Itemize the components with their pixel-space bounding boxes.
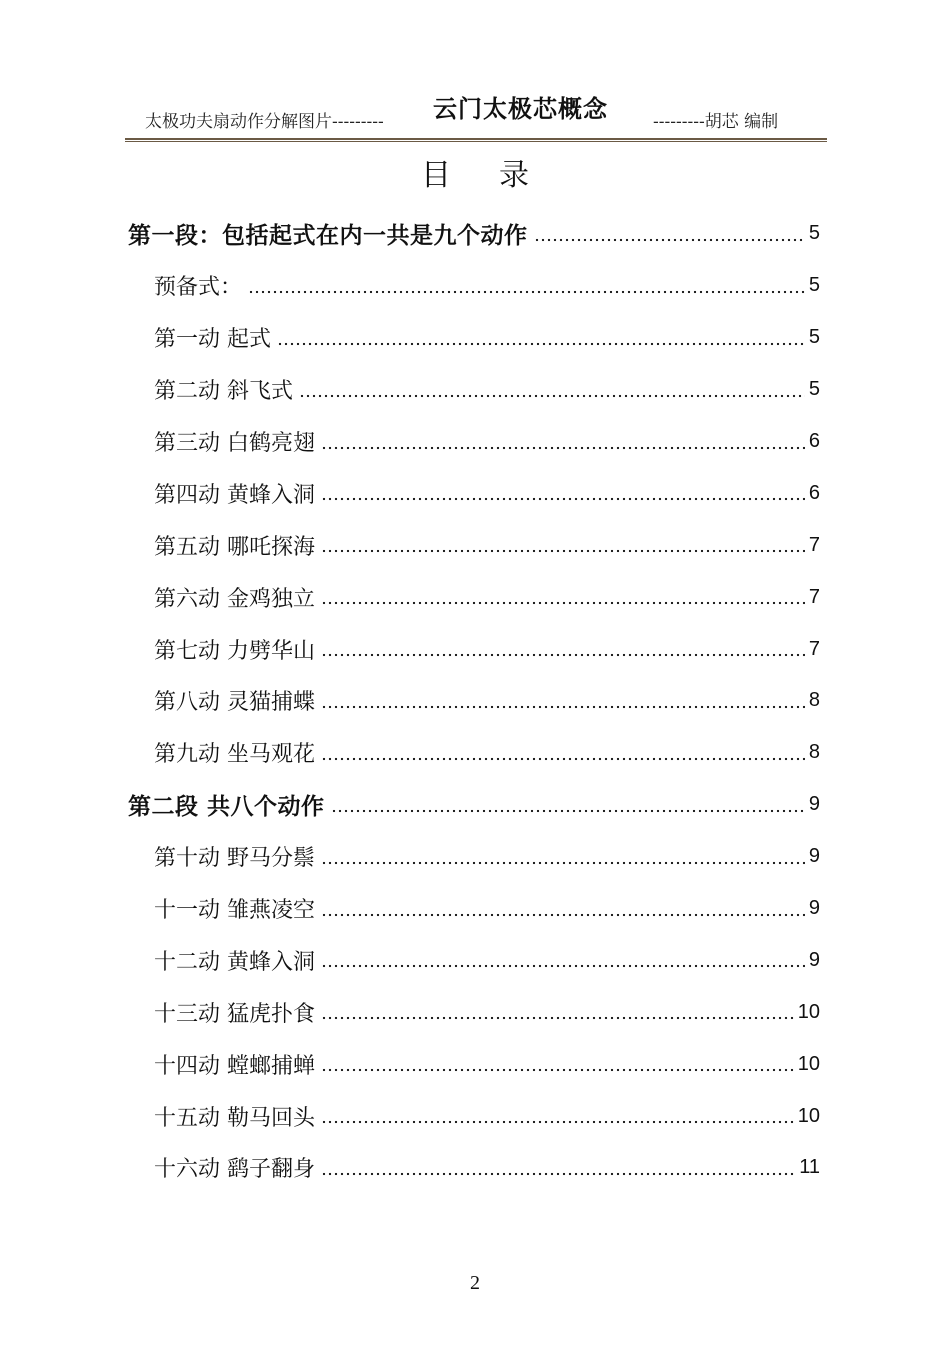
toc-entry-page: 7 [808, 637, 820, 660]
toc-entry-page: 7 [808, 533, 820, 556]
page-number: 2 [470, 1272, 480, 1294]
toc-entry-page: 6 [808, 481, 820, 504]
toc-dot-leader [299, 379, 805, 401]
toc-dot-leader [321, 586, 805, 608]
toc-section-entry[interactable] [128, 208, 820, 260]
toc-entry-page: 5 [808, 222, 820, 245]
toc-entry-label: 第一动 起式 [154, 322, 275, 353]
table-of-contents [128, 208, 820, 1194]
toc-entry-page: 5 [808, 274, 820, 297]
toc-entry-label: 第二动 斜飞式 [154, 374, 297, 405]
toc-dot-leader [321, 898, 805, 920]
toc-item-entry[interactable] [128, 1038, 820, 1090]
toc-entry-label: 十三动 猛虎扑食 [154, 997, 319, 1028]
toc-dot-leader [321, 949, 805, 971]
toc-item-entry[interactable] [128, 675, 820, 727]
toc-item-entry[interactable] [128, 467, 820, 519]
toc-entry-label: 第十动 野马分鬃 [154, 841, 319, 872]
toc-entry-page: 7 [808, 585, 820, 608]
toc-entry-page: 9 [808, 793, 820, 816]
toc-dot-leader [321, 534, 805, 556]
toc-item-entry[interactable] [128, 986, 820, 1038]
toc-item-entry[interactable] [128, 312, 820, 364]
toc-dot-leader [321, 1157, 795, 1179]
toc-dot-leader [321, 482, 805, 504]
toc-item-entry[interactable] [128, 1090, 820, 1142]
toc-dot-leader [321, 1105, 794, 1127]
toc-entry-label: 第九动 坐马观花 [154, 737, 319, 768]
toc-item-entry[interactable] [128, 519, 820, 571]
toc-item-entry[interactable] [128, 831, 820, 883]
toc-dot-leader [321, 690, 805, 712]
toc-entry-label: 十二动 黄蜂入洞 [154, 945, 319, 976]
toc-dot-leader [321, 638, 805, 660]
toc-entry-page: 10 [797, 1000, 820, 1023]
toc-item-entry[interactable] [128, 416, 820, 468]
toc-entry-label: 十一动 雏燕凌空 [154, 893, 319, 924]
toc-entry-page: 5 [808, 378, 820, 401]
header-right-text: ---------胡芯 编制 [653, 112, 779, 132]
toc-entry-page: 5 [808, 326, 820, 349]
toc-entry-page: 6 [808, 430, 820, 452]
toc-entry-page: 9 [808, 897, 820, 920]
toc-entry-label: 第二段 共八个动作 [128, 788, 329, 821]
toc-dot-leader [321, 431, 805, 453]
toc-entry-label: 第四动 黄蜂入洞 [154, 478, 319, 509]
toc-entry-label: 第一段：包括起式在内一共是九个动作 [128, 217, 532, 250]
toc-entry-page: 9 [808, 948, 820, 971]
toc-dot-leader [321, 1053, 794, 1075]
header-divider [125, 138, 827, 142]
toc-dot-leader [534, 223, 805, 245]
toc-item-entry[interactable] [128, 934, 820, 986]
toc-section-entry[interactable] [128, 779, 820, 831]
toc-entry-page: 8 [808, 689, 820, 712]
toc-item-entry[interactable] [128, 1142, 820, 1194]
toc-item-entry[interactable] [128, 623, 820, 675]
toc-entry-page: 10 [797, 1104, 820, 1127]
toc-dot-leader [331, 794, 805, 816]
toc-entry-label: 十五动 勒马回头 [154, 1101, 319, 1132]
toc-entry-page: 11 [799, 1156, 820, 1179]
toc-item-entry[interactable] [128, 883, 820, 935]
toc-item-entry[interactable] [128, 571, 820, 623]
toc-item-entry[interactable] [128, 260, 820, 312]
toc-title: 目录 [421, 158, 577, 193]
toc-dot-leader [321, 742, 805, 764]
toc-item-entry[interactable] [128, 364, 820, 416]
toc-dot-leader [248, 275, 805, 297]
toc-entry-page: 10 [797, 1052, 820, 1075]
toc-entry-label: 第六动 金鸡独立 [154, 582, 319, 613]
page-header [125, 96, 827, 136]
toc-dot-leader [277, 327, 805, 349]
toc-entry-label: 预备式： [154, 270, 246, 301]
toc-item-entry[interactable] [128, 727, 820, 779]
toc-dot-leader [321, 846, 805, 868]
toc-entry-label: 十四动 螳螂捕蝉 [154, 1049, 319, 1080]
toc-entry-label: 第五动 哪吒探海 [154, 530, 319, 561]
toc-entry-page: 8 [808, 741, 820, 764]
toc-dot-leader [321, 1001, 794, 1023]
toc-entry-label: 第七动 力劈华山 [154, 634, 319, 665]
header-center-title: 云门太极芯概念 [433, 94, 608, 123]
toc-entry-label: 第三动 白鹤亮翅 [154, 426, 319, 457]
header-left-text: 太极功夫扇动作分解图片--------- [145, 112, 384, 132]
toc-entry-label: 十六动 鹞子翻身 [154, 1152, 319, 1183]
toc-entry-page: 9 [808, 845, 820, 868]
toc-entry-label: 第八动 灵猫捕蝶 [154, 685, 319, 716]
